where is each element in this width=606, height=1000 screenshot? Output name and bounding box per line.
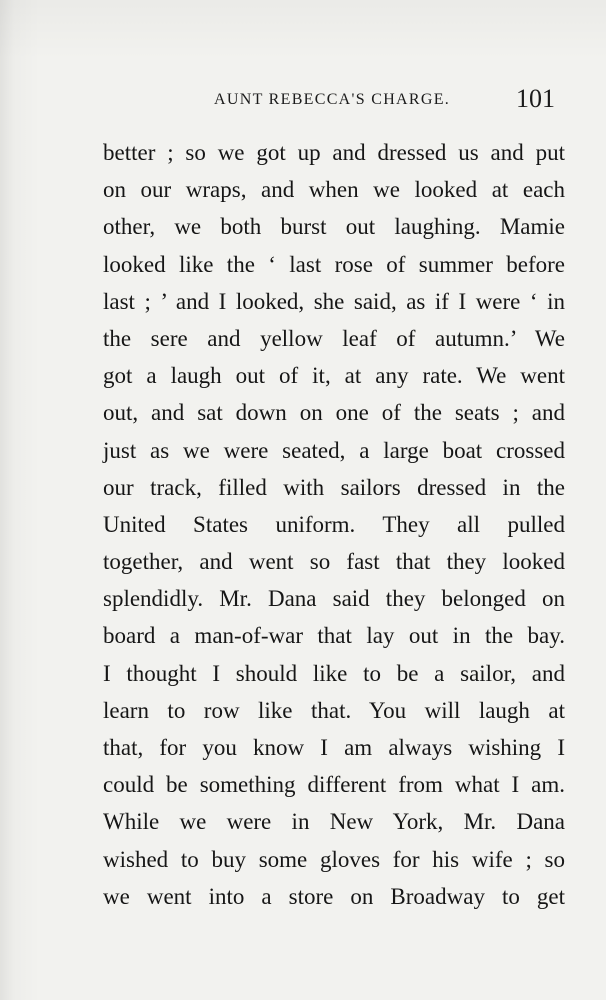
- text-line: the sere and yellow leaf of autumn.’ We: [103, 325, 565, 351]
- text-line: other, we both burst out laughing. Mamie: [103, 214, 565, 240]
- text-line: last ; ’ and I looked, she said, as if I were ‘ in: [103, 288, 565, 314]
- body-text: [103, 134, 565, 915]
- text-line: that, for you know I am always wishing I: [103, 735, 565, 760]
- text-line: wished to buy some gloves for his wife ; so: [103, 846, 565, 872]
- text-line: I thought I should like to be a sailor, and: [103, 660, 565, 686]
- text-line: learn to row like that. You will laugh at: [103, 697, 565, 723]
- text-line: just as we were seated, a large boat crossed: [103, 437, 565, 463]
- text-line: together, and went so fast that they looked: [103, 549, 565, 575]
- text-line: our track, filled with sailors dressed in the: [103, 474, 565, 500]
- text-line: we went into a store on Broadway to get: [103, 883, 565, 909]
- text-line: on our wraps, and when we looked at each: [103, 177, 565, 203]
- text-line: While we were in New York, Mr. Dana: [103, 809, 565, 835]
- text-line: United States uniform. They all pulled: [103, 511, 565, 537]
- running-head: [0, 84, 606, 114]
- text-line: got a laugh out of it, at any rate. We went: [103, 363, 565, 389]
- header-title: AUNT REBECCA'S CHARGE.: [214, 91, 451, 108]
- text-line: out, and sat down on one of the seats ; and: [103, 400, 565, 426]
- text-line: better ; so we got up and dressed us and put: [103, 140, 565, 165]
- page-number: 101: [516, 84, 555, 113]
- text-line: could be something different from what I am.: [103, 772, 565, 798]
- text-line: splendidly. Mr. Dana said they belonged on: [103, 586, 565, 612]
- text-line: looked like the ‘ last rose of summer before: [103, 251, 565, 277]
- text-line: board a man-of-war that lay out in the bay.: [103, 623, 565, 649]
